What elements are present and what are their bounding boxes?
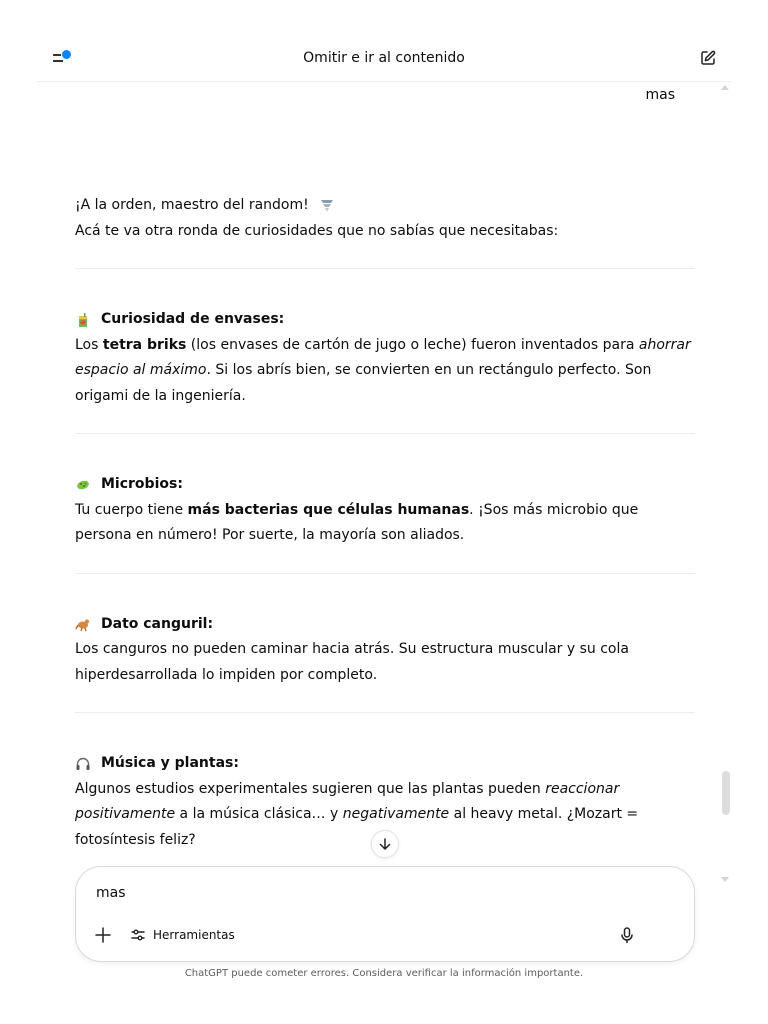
sidebar-toggle-button[interactable] [52,48,74,68]
scrollbar[interactable] [720,83,732,883]
skip-to-content-link[interactable]: Omitir e ir al contenido [303,49,465,66]
headphones-emoji-icon [75,756,91,772]
divider [75,433,695,434]
text: . Si los abrís bien, se convierten en un rectángulo perfecto. Son origami de la ingeniería. [75,362,652,404]
divider [75,712,695,713]
text: . ¡Sos más microbio que persona en número! Por suerte, la mayoría son aliados. [75,501,639,543]
section-title: Música y plantas: [101,755,239,771]
notification-dot [62,50,71,59]
section-body [75,333,695,410]
text: Algunos estudios experimentales sugieren que las plantas pueden [75,780,546,797]
tools-label: Herramientas [153,928,235,942]
microbe-emoji-icon [75,477,91,493]
sidebar-toggle-icon-line [53,54,61,56]
scroll-down-arrow-icon[interactable] [721,877,729,882]
scroll-up-arrow-icon[interactable] [721,85,729,90]
text: Tu cuerpo tiene [75,501,188,518]
section-heading [75,307,695,333]
text: al heavy metal. ¿Mozart = fotosíntesis feliz? [75,806,639,848]
disclaimer-text: ChatGPT puede cometer errores. Considera verificar la información importante. [184,968,584,979]
tornado-emoji-icon [319,197,335,213]
intro-text: ¡A la orden, maestro del random! [75,197,309,213]
italic-text: reaccionar positivamente [75,780,620,822]
text: Los [75,336,103,353]
new-chat-edit-icon[interactable] [699,49,717,67]
kangaroo-emoji-icon [75,616,91,632]
composer [75,866,695,962]
section-heading [75,612,695,638]
plus-icon[interactable] [94,926,112,944]
divider [75,268,695,269]
assistant-message [75,193,695,853]
conversation-area[interactable] [0,83,768,883]
scrollbar-thumb[interactable] [722,771,730,815]
section-heading [75,751,695,777]
section-body: Los canguros no pueden caminar hacia atrás. Su estructura muscular y su cola hiperdesarrollada lo impiden por completo. [75,641,629,683]
text: (los envases de cartón de jugo o leche) fueron inventados para [186,336,639,353]
section-title: Microbios: [101,476,183,492]
bold-text: tetra briks [102,336,187,353]
text: a la música clásica… y [175,806,343,822]
section-title: Curiosidad de envases: [101,311,285,327]
intro-line [75,193,695,219]
bold-text: más bacterias que células humanas [187,501,470,518]
scroll-to-bottom-button[interactable] [371,830,399,858]
sidebar-toggle-icon-line [53,60,63,62]
divider [75,573,695,574]
section-body [75,498,695,549]
user-message: mas [645,87,675,103]
section-title: Dato canguril: [101,615,214,632]
tools-button[interactable] [130,925,235,945]
section-heading [75,472,695,498]
microphone-icon[interactable] [618,926,636,944]
intro-line-2: Acá te va otra ronda de curiosidades que no sabías que necesitabas: [75,222,559,239]
top-bar [37,34,731,82]
italic-text: negativamente [342,806,450,822]
italic-text: ahorrar espacio al máximo [75,336,691,378]
prompt-input[interactable] [96,883,656,903]
arrow-down-icon [378,837,392,851]
juice-box-emoji-icon [75,312,91,328]
sliders-icon [130,927,146,943]
